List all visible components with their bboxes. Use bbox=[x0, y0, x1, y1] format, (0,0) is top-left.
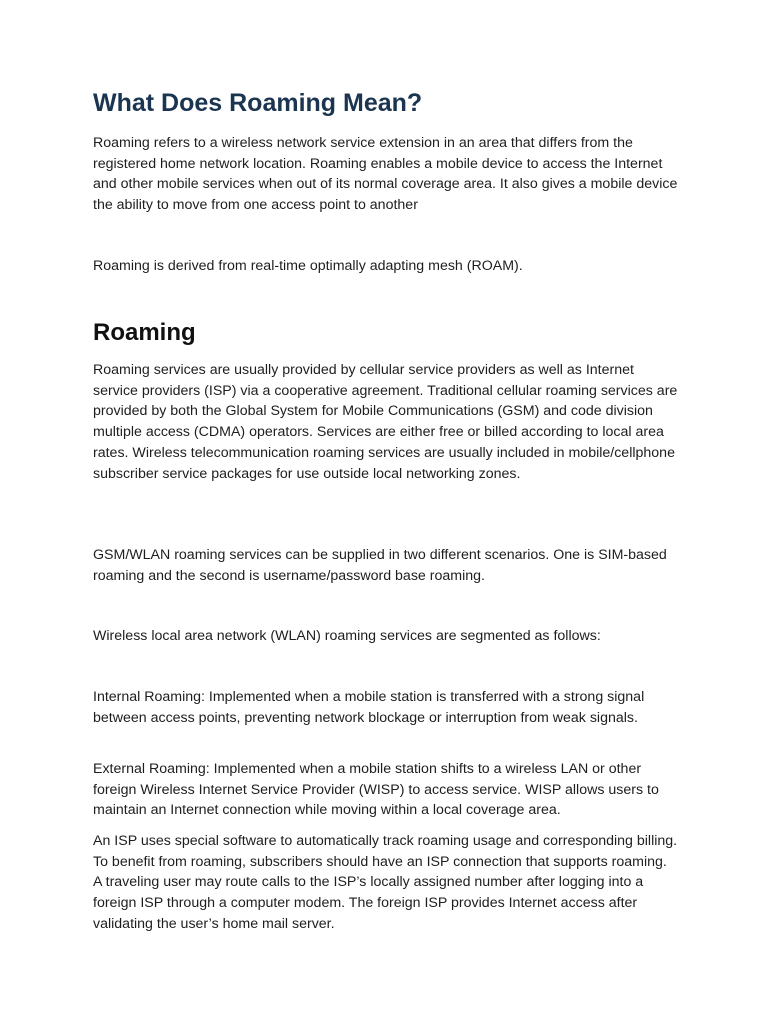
section-paragraph-isp-software: An ISP uses special software to automatically track roaming usage and corresponding billing. To benefit from roaming, subscribers should have an ISP connection that supports roaming. A traveling user may route calls to the ISP’s locally assigned number after logging into a foreign ISP through a computer modem. The foreign ISP provides Internet access after validating the user’s home mail server. bbox=[93, 833, 678, 932]
section-paragraph-wlan-segments: Wireless local area network (WLAN) roaming services are segmented as follows: bbox=[93, 628, 601, 644]
intro-paragraph-derivation: Roaming is derived from real-time optimally adapting mesh (ROAM). bbox=[93, 258, 523, 274]
section-paragraph-providers: Roaming services are usually provided by cellular service providers as well as Internet service providers (ISP) via a cooperative agreement. Traditional cellular roaming services are provided by both the Global System for Mobile Communications (GSM) and code division multiple access (CDMA) operators. Services are either free or billed according to local area rates. Wireless telecommunication roaming services are usually included in mobile/cellphone subscriber service packages for use outside local networking zones. bbox=[93, 362, 678, 482]
section-paragraph-gsm-wlan: GSM/WLAN roaming services can be supplied in two different scenarios. One is SIM-based roaming and the second is username/password base roaming. bbox=[93, 547, 667, 584]
section-paragraph-internal-roaming: Internal Roaming: Implemented when a mobile station is transferred with a strong signal between access points, preventing network blockage or interruption from weak signals. bbox=[93, 689, 645, 726]
section-paragraph-external-roaming: External Roaming: Implemented when a mobile station shifts to a wireless LAN or other foreign Wireless Internet Service Provider (WISP) to access service. WISP allows users to maintain an Internet connection while moving within a local coverage area. bbox=[93, 761, 659, 819]
page-title: What Does Roaming Mean? bbox=[93, 89, 423, 117]
section-heading-roaming: Roaming bbox=[93, 319, 196, 346]
intro-paragraph-definition: Roaming refers to a wireless network service extension in an area that differs from the registered home network location. Roaming enables a mobile device to access the Internet and other mobile services when out of its normal coverage area. It also gives a mobile device the ability to move from one access point to another bbox=[93, 135, 678, 214]
